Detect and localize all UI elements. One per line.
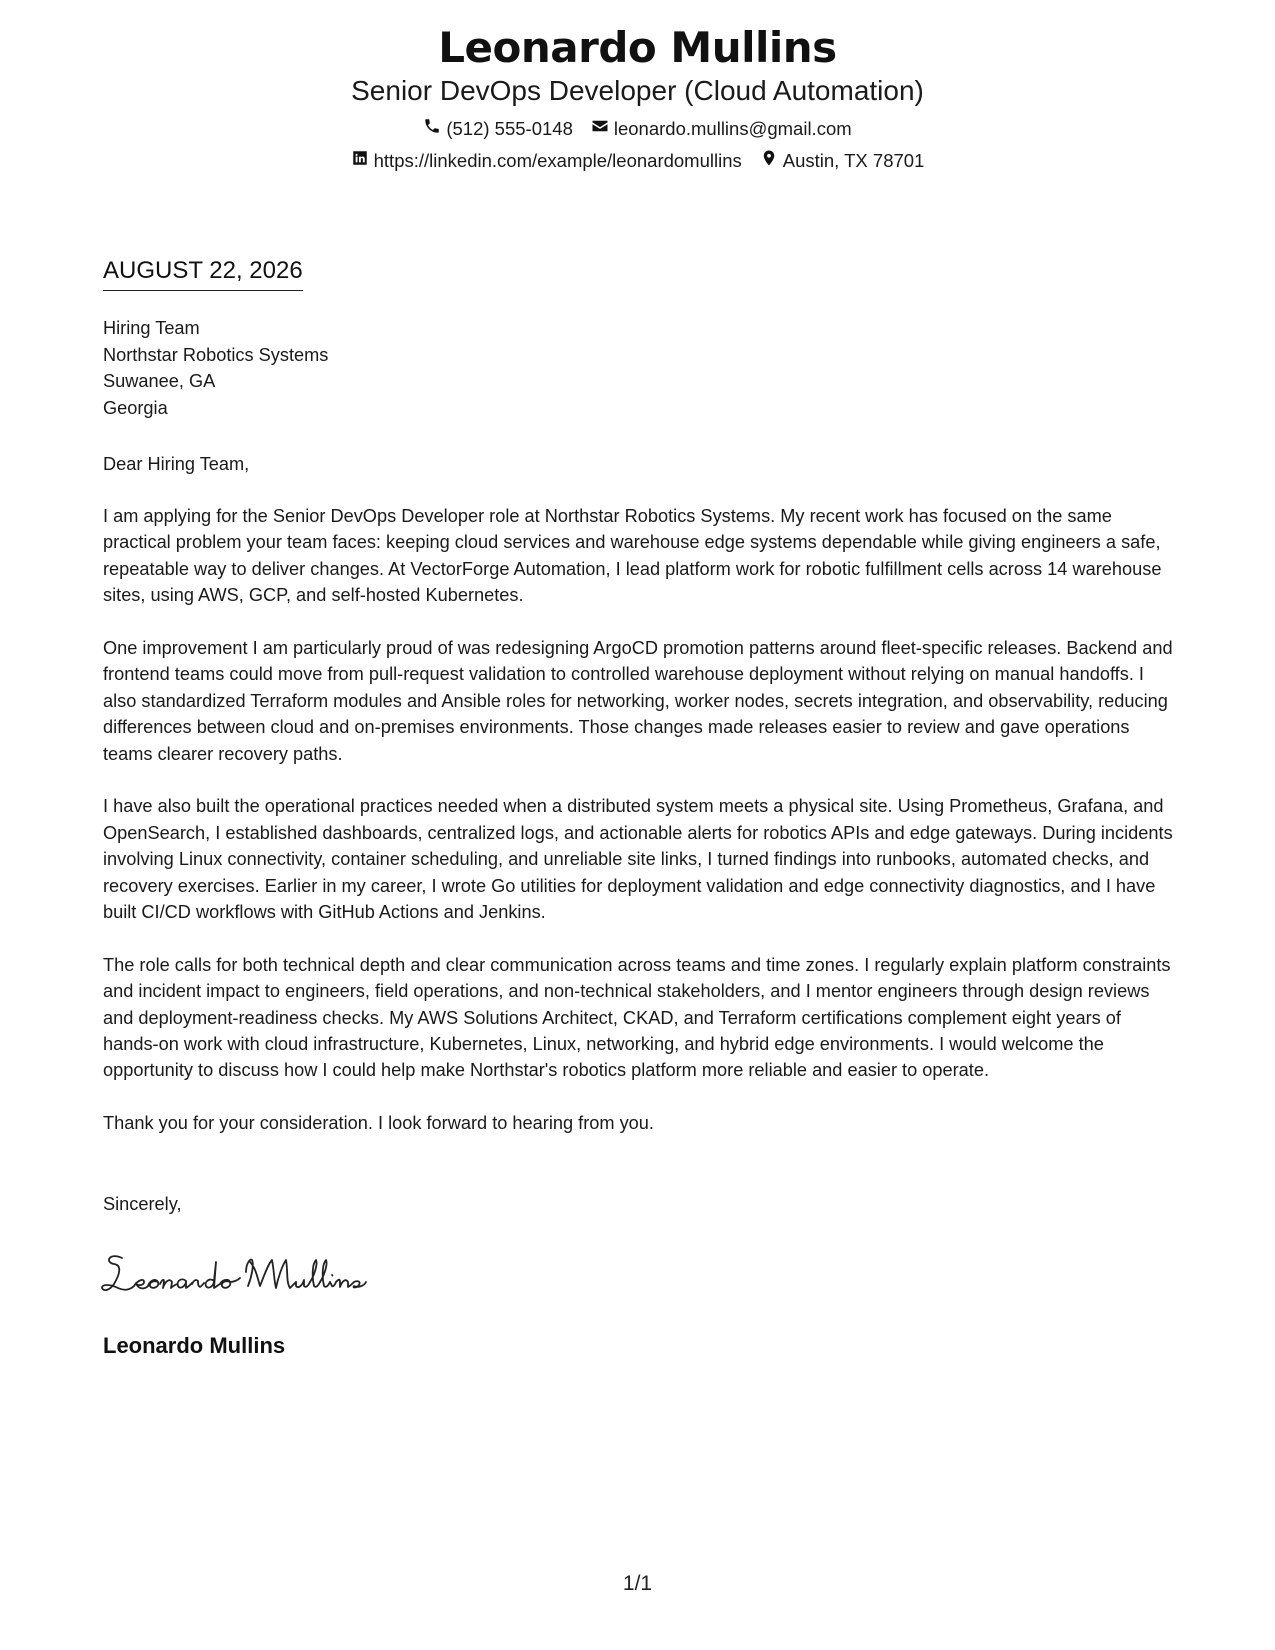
location-text: Austin, TX 78701 xyxy=(782,149,925,171)
recipient-line: Georgia xyxy=(103,397,168,418)
applicant-title: Senior DevOps Developer (Cloud Automation) xyxy=(351,75,924,106)
recipient-line: Suwanee, GA xyxy=(103,371,216,391)
salutation: Dear Hiring Team, xyxy=(103,454,250,474)
recipient-line: Hiring Team xyxy=(103,318,200,338)
contact-row-2 xyxy=(0,149,1275,172)
envelope-icon xyxy=(591,117,609,140)
recipient-line: Northstar Robotics Systems xyxy=(103,344,329,365)
applicant-name: Leonardo Mullins xyxy=(438,23,837,72)
contact-row-1 xyxy=(0,117,1275,140)
body-paragraph: Thank you for your consideration. I look forward to hearing from you. xyxy=(103,1113,654,1134)
phone-contact xyxy=(423,117,573,140)
body-paragraph: I have also built the operational practices needed when a distributed system meets a physical site. Using Prometheus, Grafana, and OpenSearch, I established dashboards, centralized logs, and actionable alerts for robotics APIs and edge gateways. During incidents involving Linux connectivity, container scheduling, and unreliable site links, I turned findings into runbooks, automated checks, and recovery exercises. Earlier in my career, I wrote Go utilities for deployment validation and edge connectivity diagnostics, and I have built CI/CD workflows with GitHub Actions and Jenkins. xyxy=(103,796,1173,923)
location-contact xyxy=(760,149,925,172)
letter-date: AUGUST 22, 2026 xyxy=(103,256,303,291)
phone-text: (512) 555-0148 xyxy=(446,117,573,139)
letter-header xyxy=(0,22,1275,172)
body-paragraph: One improvement I am particularly proud of was redesigning ArgoCD promotion patterns around fleet-specific releases. Backend and frontend teams could move from pull-request validation to controlled warehouse deployment without relying on manual handoffs. I also standardized Terraform modules and Ansible roles for networking, worker nodes, secrets integration, and observability, reducing differences between cloud and on-premises environments. Those changes made releases easier to review and gave operations teams clearer recovery paths. xyxy=(103,638,1173,764)
recipient-block xyxy=(103,315,1173,421)
linkedin-contact[interactable] xyxy=(351,149,742,172)
letter-body xyxy=(103,503,1173,1163)
email-text[interactable]: leonardo.mullins@gmail.com xyxy=(613,117,852,139)
linkedin-icon xyxy=(351,149,369,172)
linkedin-text[interactable]: https://linkedin.com/example/leonardomullins xyxy=(373,149,742,171)
phone-icon xyxy=(423,117,441,140)
map-marker-icon xyxy=(760,149,778,172)
email-contact[interactable] xyxy=(591,117,852,140)
handwritten-signature xyxy=(100,1240,370,1300)
printed-name: Leonardo Mullins xyxy=(103,1333,286,1358)
body-paragraph: The role calls for both technical depth and clear communication across teams and time zones. I regularly explain platform constraints and incident impact to engineers, field operations, and non-technical stakeholders, and I mentor engineers through design reviews and deployment-readiness checks. My AWS Solutions Architect, CKAD, and Terraform certifications complement eight years of hands-on work with cloud infrastructure, Kubernetes, Linux, networking, and hybrid edge environments. I would welcome the opportunity to discuss how I could help make Northstar's robotics platform more reliable and easier to operate. xyxy=(103,954,1171,1081)
page-number: 1/1 xyxy=(622,1572,653,1595)
body-paragraph: I am applying for the Senior DevOps Developer role at Northstar Robotics Systems. My recent work has focused on the same practical problem your team faces: keeping cloud services and warehouse edge systems dependable while giving engineers a safe, repeatable way to deliver changes. At VectorForge Automation, I lead platform work for robotic fulfillment cells across 14 warehouse sites, using AWS, GCP, and self-hosted Kubernetes. xyxy=(103,506,1162,606)
closing: Sincerely, xyxy=(103,1194,182,1214)
